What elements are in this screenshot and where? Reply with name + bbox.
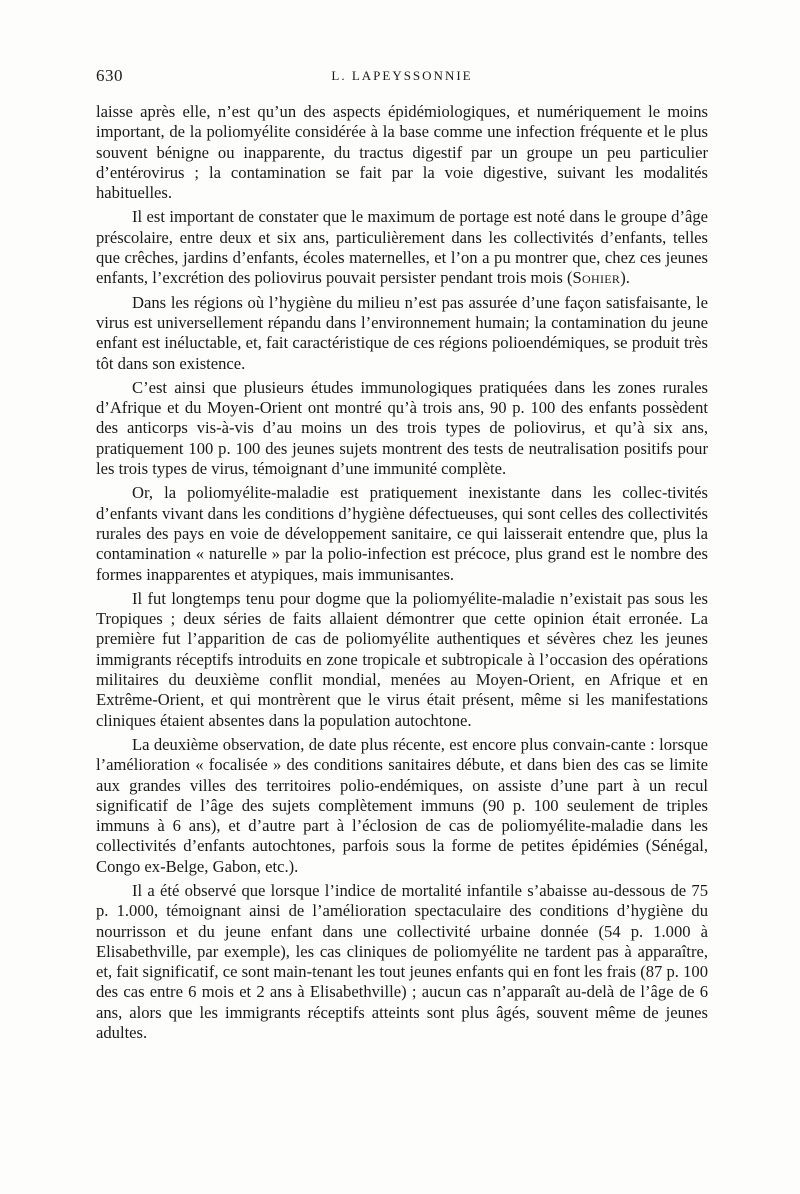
- citation-author: Sohier: [572, 268, 621, 288]
- paragraph-1: laisse après elle, n’est qu’un des aspects épidémiologiques, et numériquement le moins important, de la poliomyélite considérée à la base comme une infection fréquente et le plus souvent bénigne ou inapparente, du tractus digestif par un groupe un peu particulier d’entérovirus ; la contamination se fait par la voie digestive, suivant les modalités habituelles.: [96, 102, 708, 203]
- paragraph-8: Il a été observé que lorsque l’indice de mortalité infantile s’abaisse au-dessous de 75 p. 1.000, témoignant ainsi de l’amélioration spectaculaire des conditions d’hygiène du nourrisson et du jeune enfant dans une collectivité urbaine donnée (54 p. 1.000 à Elisabethville, par exemple), les cas cliniques de poliomyélite ne tardent pas à apparaître, et, fait significatif, ce sont main-tenant les tout jeunes enfants qui en font les frais (87 p. 100 des cas entre 6 mois et 2 ans à Elisabethville) ; aucun cas n’apparaît au-delà de l’âge de 6 ans, alors que les immigrants réceptifs atteints sont plus âgés, souvent même de jeunes adultes.: [96, 880, 708, 1043]
- paragraph-6: Il fut longtemps tenu pour dogme que la poliomyélite-maladie n’existait pas sous les Tropiques ; deux séries de faits allaient démontrer que cette opinion était erronée. La première fut l’apparition de cas de poliomyélite authentiques et sévères chez les jeunes immigrants réceptifs introduits en zone tropicale et subtropicale à l’occasion des opérations militaires du deuxième conflit mondial, menées au Moyen-Orient, en Afrique et en Extrême-Orient, et qui montrèrent que le virus était présent, même si les manifestations cliniques étaient absentes dans la population autochtone.: [96, 588, 708, 730]
- body-text: [96, 102, 708, 1043]
- page-header: [96, 66, 708, 88]
- citation-closing: ).: [620, 268, 630, 288]
- paragraph-4: C’est ainsi que plusieurs études immunologiques pratiquées dans les zones rurales d’Afrique et du Moyen-Orient ont montré qu’à trois ans, 90 p. 100 des enfants possèdent des anticorps vis-à-vis d’au moins un des trois types de poliovirus, et qu’à six ans, pratiquement 100 p. 100 des jeunes sujets montrent des tests de neutralisation positifs pour les trois types de virus, témoignant d’une immunité complète.: [96, 377, 708, 479]
- paragraph-5: Or, la poliomyélite-maladie est pratiquement inexistante dans les collec-tivités d’enfants vivant dans les conditions d’hygiène défectueuses, qui sont celles des collectivités rurales des pays en voie de développement sanitaire, ce qui laisserait entendre que, plus la contamination « naturelle » par la polio-infection est précoce, plus grand est le nombre des formes inapparentes et atypiques, mais immunisantes.: [96, 483, 708, 584]
- paragraph-2-text: Il est important de constater que le maximum de portage est noté dans le groupe d’âge préscolaire, entre deux et six ans, particulièrement dans les collectivités d’enfants, telles que crêches, jardins d’enfants, écoles maternelles, et l’on a pu montrer que, chez ces jeunes enfants, l’excrétion des poliovirus pouvait persister pendant trois mois (: [96, 207, 708, 288]
- paragraph-3: Dans les régions où l’hygiène du milieu n’est pas assurée d’une façon satisfaisante, le virus est universellement répandu dans l’environnement humain; la contamination du jeune enfant est inéluctable, et, fait caractéristique de ces régions polioendémiques, se produit très tôt dans son existence.: [96, 292, 708, 373]
- running-head-author: L. LAPEYSSONNIE: [331, 68, 473, 83]
- paragraph-7: La deuxième observation, de date plus récente, est encore plus convain-cante : lorsque l’amélioration « focalisée » des conditions sanitaires débute, et dans bien des cas se limite aux grandes villes des territoires polio-endémiques, on assiste d’une part à un recul significatif de l’âge des sujets complètement immuns (90 p. 100 seulement de triples immuns à 6 ans), et d’autre part à l’éclosion de cas de poliomyélite-maladie dans les collectivités d’enfants autochtones, parfois sous la forme de petites épidémies (Sénégal, Congo ex-Belge, Gabon, etc.).: [96, 734, 708, 876]
- paragraph-2: [96, 207, 708, 288]
- page-number: 630: [96, 66, 123, 85]
